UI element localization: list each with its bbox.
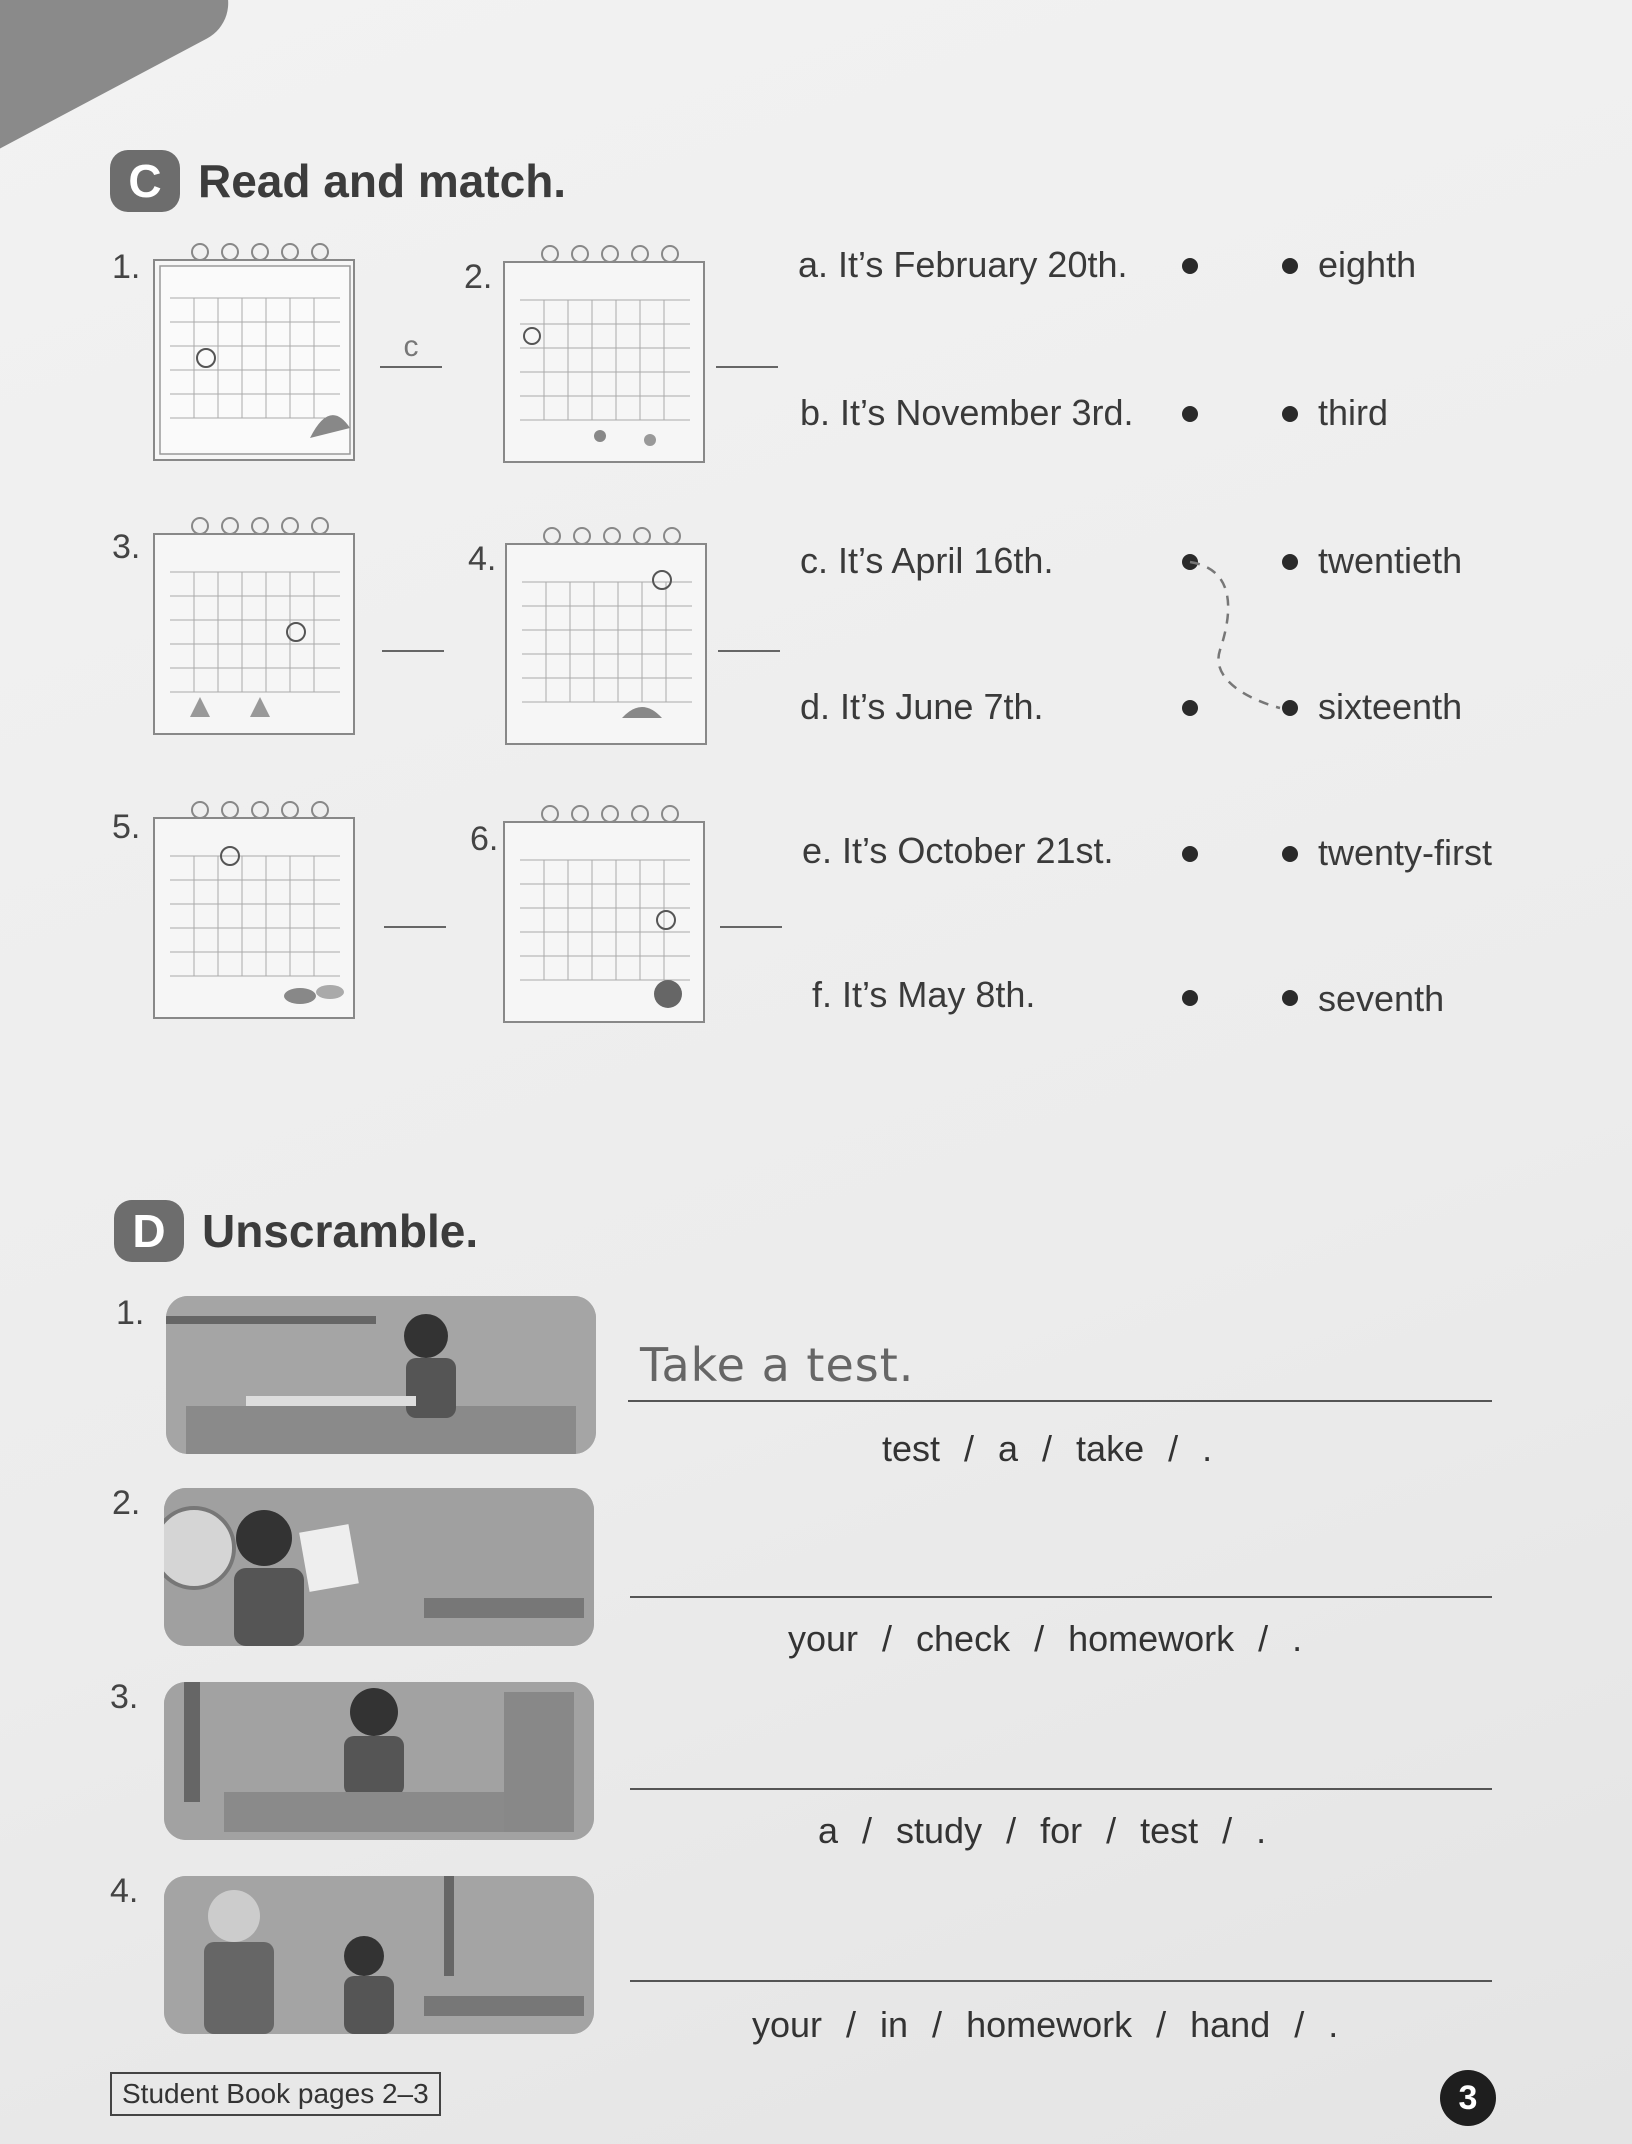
- match-answer-blank[interactable]: [382, 614, 444, 652]
- section-c-title: Read and match.: [198, 155, 567, 207]
- match-dot-left[interactable]: [1182, 990, 1198, 1006]
- match-ordinal: eighth: [1318, 244, 1417, 285]
- section-c-header: [110, 150, 566, 212]
- match-dot-right[interactable]: [1282, 846, 1298, 862]
- match-dot-right[interactable]: [1282, 258, 1298, 274]
- student-book-reference: Student Book pages 2–3: [110, 2072, 441, 2116]
- page-corner-shadow: [0, 0, 242, 170]
- match-example-line: [1180, 550, 1300, 720]
- scrambled-words: a / study / for / test / .: [818, 1810, 1267, 1851]
- match-ordinal: seventh: [1318, 978, 1445, 1019]
- match-sentence: f. It’s May 8th.: [812, 974, 1036, 1015]
- match-dot-right[interactable]: [1282, 406, 1298, 422]
- unscramble-answer[interactable]: Take a test.: [640, 1338, 915, 1392]
- match-answer-blank[interactable]: c: [380, 330, 442, 368]
- student-scene-illustration: [164, 1682, 594, 1840]
- match-answer-blank[interactable]: [716, 330, 778, 368]
- scrambled-words: your / in / homework / hand / .: [752, 2004, 1339, 2045]
- unscramble-item-number: 3.: [110, 1678, 139, 1716]
- match-dot-right[interactable]: [1282, 990, 1298, 1006]
- unscramble-item-number: 1.: [116, 1294, 145, 1332]
- match-sentence: d. It’s June 7th.: [800, 686, 1044, 727]
- calendar-icon: [150, 796, 370, 1026]
- match-sentence: e. It’s October 21st.: [802, 830, 1114, 871]
- match-dot-left[interactable]: [1182, 406, 1198, 422]
- match-item-number: 5.: [112, 808, 141, 846]
- writing-line[interactable]: [628, 1400, 1492, 1402]
- match-item-number: 4.: [468, 540, 497, 578]
- writing-line[interactable]: [630, 1980, 1492, 1982]
- match-dot-right[interactable]: [1282, 554, 1298, 570]
- calendar-icon: [150, 238, 370, 468]
- match-item-number: 3.: [112, 528, 141, 566]
- unscramble-item-number: 2.: [112, 1484, 141, 1522]
- writing-line[interactable]: [630, 1596, 1492, 1598]
- section-c-badge: C: [110, 150, 180, 212]
- match-ordinal: sixteenth: [1318, 686, 1463, 727]
- match-item-number: 1.: [112, 248, 141, 286]
- match-ordinal: twentieth: [1318, 540, 1463, 581]
- match-item-number: 2.: [464, 258, 493, 296]
- calendar-icon: [500, 800, 720, 1030]
- match-sentence: a. It’s February 20th.: [798, 244, 1128, 285]
- match-dot-right[interactable]: [1282, 700, 1298, 716]
- match-dot-left[interactable]: [1182, 846, 1198, 862]
- student-scene-illustration: [166, 1296, 596, 1454]
- match-answer-blank[interactable]: [718, 614, 780, 652]
- match-sentence: b. It’s November 3rd.: [800, 392, 1134, 433]
- match-answer-blank[interactable]: [384, 890, 446, 928]
- writing-line[interactable]: [630, 1788, 1492, 1790]
- calendar-icon: [502, 522, 722, 752]
- scrambled-words: test / a / take / .: [882, 1428, 1213, 1469]
- section-d-badge: D: [114, 1200, 184, 1262]
- match-item-number: 6.: [470, 820, 499, 858]
- section-d-header: [114, 1200, 478, 1262]
- unscramble-item-number: 4.: [110, 1872, 139, 1910]
- match-ordinal: twenty-first: [1318, 832, 1493, 873]
- student-scene-illustration: [164, 1488, 594, 1646]
- section-d-title: Unscramble.: [202, 1205, 479, 1257]
- calendar-icon: [500, 240, 720, 470]
- match-answer-blank[interactable]: [720, 890, 782, 928]
- student-scene-illustration: [164, 1876, 594, 2034]
- page-number: 3: [1440, 2070, 1496, 2126]
- match-dot-left[interactable]: [1182, 258, 1198, 274]
- scrambled-words: your / check / homework / .: [788, 1618, 1303, 1659]
- match-ordinal: third: [1318, 392, 1389, 433]
- match-sentence: c. It’s April 16th.: [800, 540, 1054, 581]
- calendar-icon: [150, 512, 370, 742]
